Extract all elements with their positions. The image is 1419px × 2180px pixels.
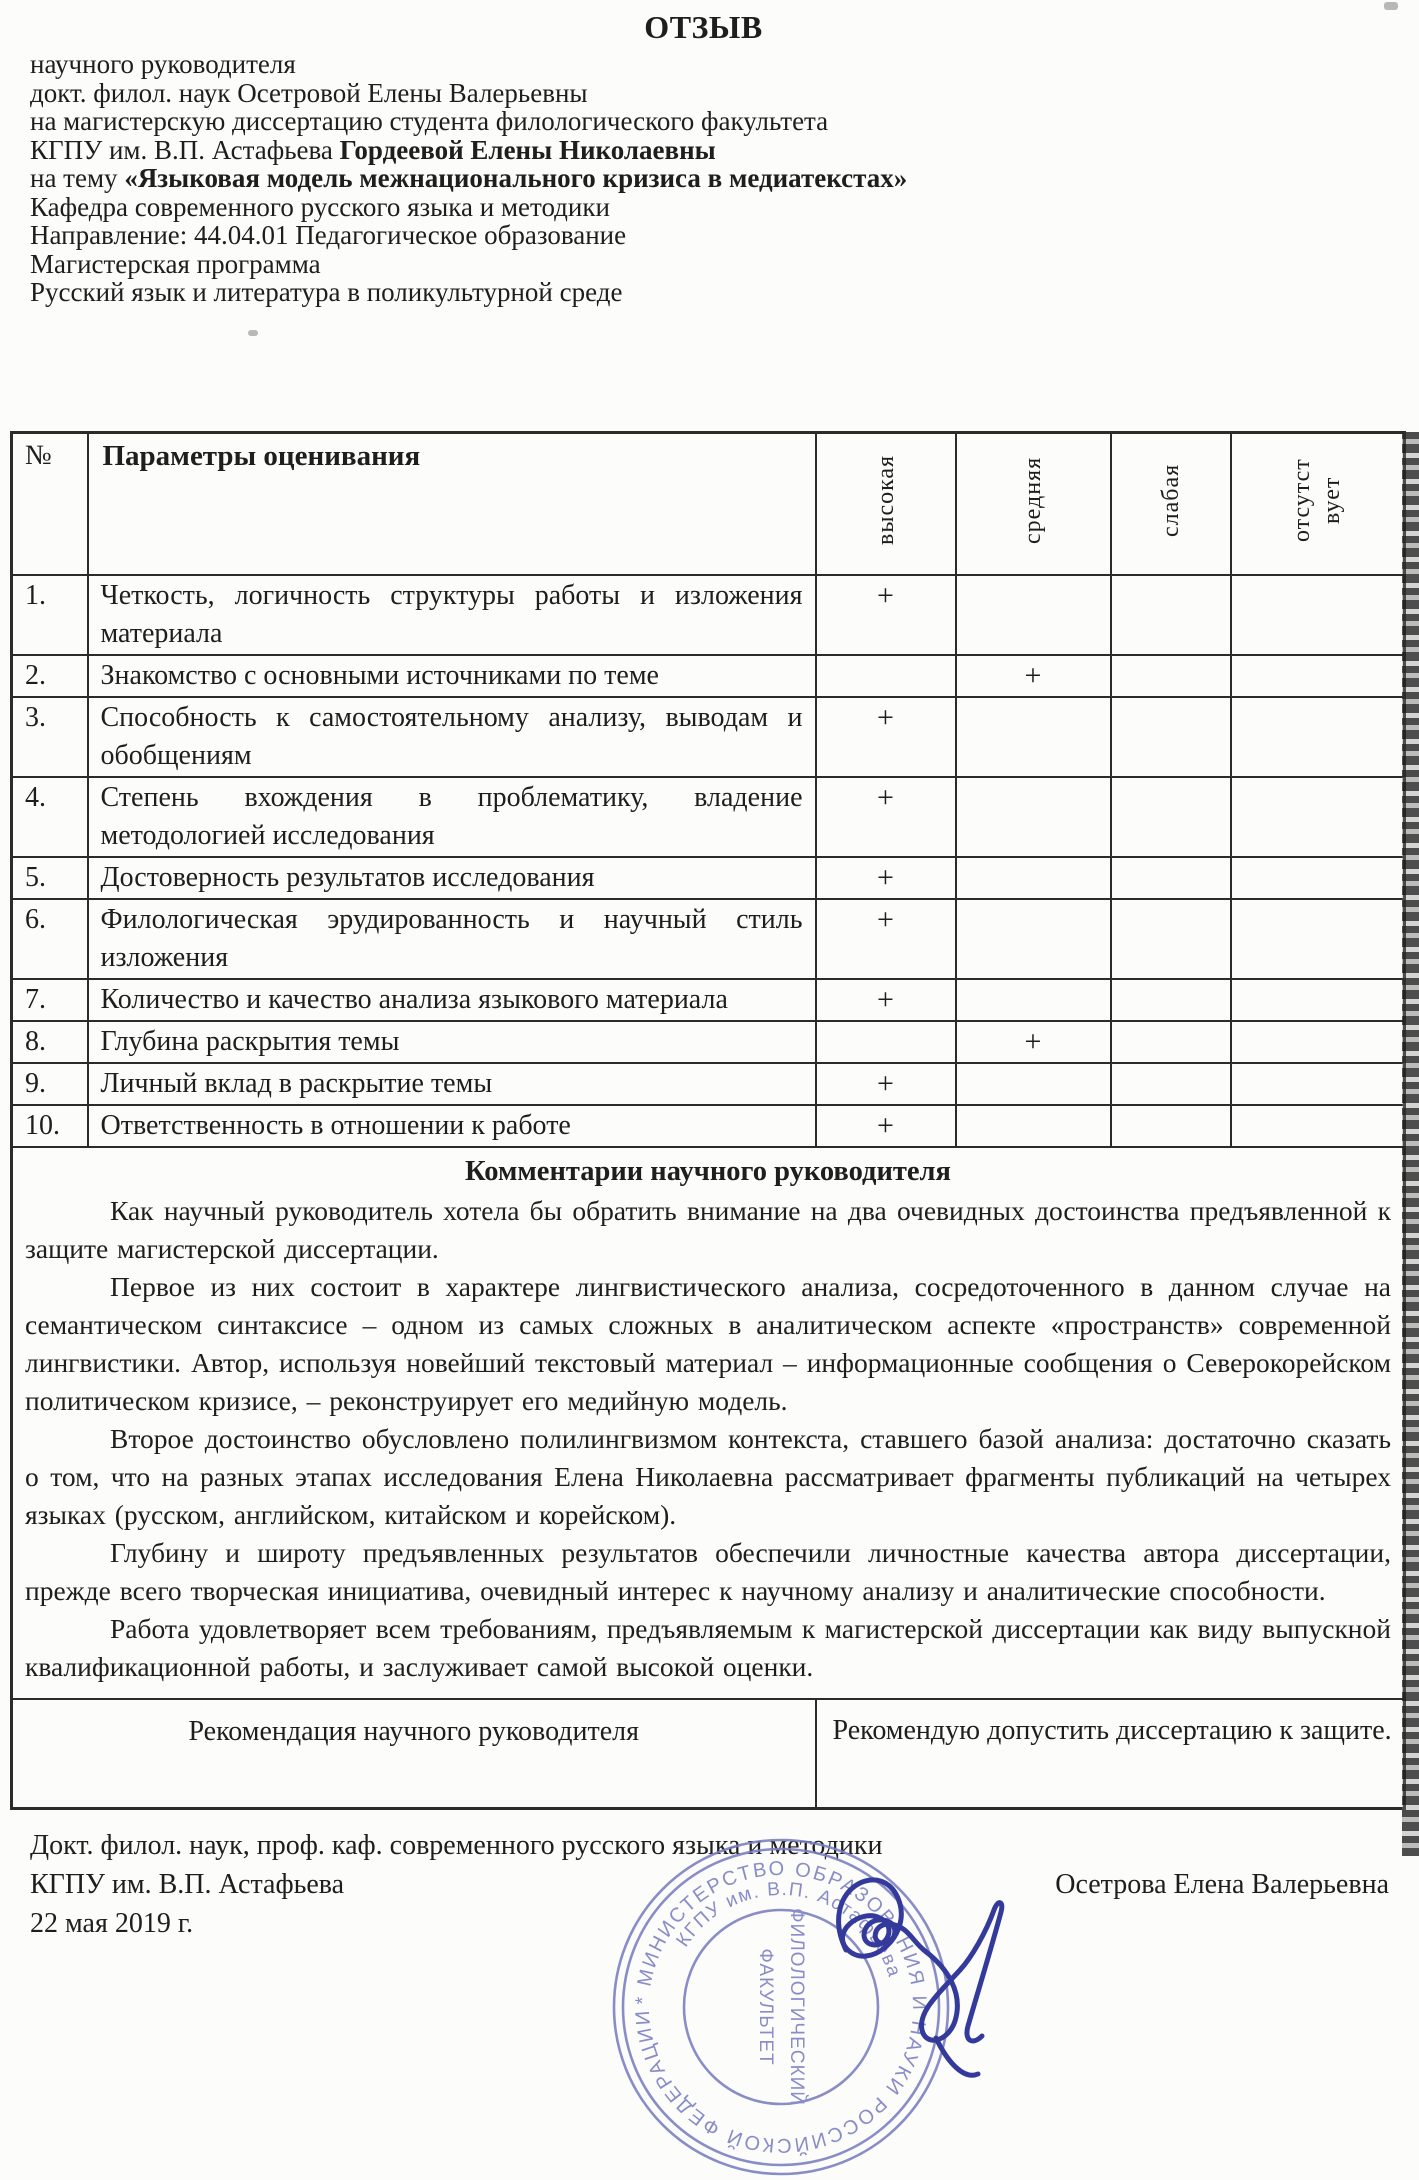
stamp-outer-ring-text: * МИНИСТЕРСТВО ОБРАЗОВАНИЯ И НАУКИ РОССИЙСКОЙ ФЕДЕРАЦИИ — [631, 1857, 931, 2157]
row-parameter: Ответственность в отношении к работе — [88, 1105, 816, 1147]
mark-srednyaya — [956, 857, 1111, 899]
mark-otsutstvuet — [1231, 857, 1405, 899]
mark-otsutstvuet — [1231, 697, 1405, 777]
table-row — [12, 655, 1405, 697]
row-parameter: Личный вклад в раскрытие темы — [88, 1063, 816, 1105]
mark-vysokaya: + — [816, 979, 956, 1021]
table-row — [12, 777, 1405, 857]
mark-otsutstvuet — [1231, 979, 1405, 1021]
rotated-label-slabaya: слабая — [1157, 462, 1184, 537]
topic-label: на тему — [30, 163, 125, 193]
mark-otsutstvuet — [1231, 655, 1405, 697]
recommendation-row — [12, 1699, 1405, 1809]
col-header-srednyaya — [956, 432, 1111, 575]
signer-name: Осетрова Елена Валерьевна — [1055, 1868, 1389, 1900]
mark-vysokaya: + — [816, 857, 956, 899]
col-header-otsutstvuet — [1231, 432, 1405, 575]
col-header-number: № — [12, 432, 88, 575]
rotated-label-otsutstvuet: отсутст вует — [1289, 457, 1346, 542]
comment-paragraph: Второе достоинство обусловлено полилингвизмом контекста, ставшего базой анализа: достаточно сказать о том, что на разных этапах исследования Елена Николаевна рассматривает фрагменты публикаций на четырех языках (русском, английском, китайском и корейском). — [25, 1422, 1391, 1530]
comment-paragraph: Работа удовлетворяет всем требованиям, предъявляемым к магистерской диссертации как виду выпускной квалификационной работы, и заслуживает самой высокой оценки. — [25, 1612, 1391, 1682]
row-number: 3. — [12, 697, 88, 777]
mark-slabaya — [1111, 697, 1231, 777]
mark-srednyaya — [956, 777, 1111, 857]
row-parameter: Количество и качество анализа языкового материала — [88, 979, 816, 1021]
comment-paragraph: Глубину и широту предъявленных результатов обеспечили личностные качества автора диссертации, прежде всего творческая инициатива, очевидный интерес к научному анализу и аналитические способности. — [25, 1536, 1391, 1606]
mark-srednyaya — [956, 979, 1111, 1021]
mark-otsutstvuet — [1231, 1021, 1405, 1063]
mark-srednyaya — [956, 697, 1111, 777]
mark-otsutstvuet — [1231, 575, 1405, 655]
table-row — [12, 1105, 1405, 1147]
row-number: 5. — [12, 857, 88, 899]
table-row — [12, 1021, 1405, 1063]
stamp-inner-ring-text: КГПУ им. В.П. Астафьева — [672, 1878, 905, 1981]
intro-line-direction: Направление: 44.04.01 Педагогическое образование — [30, 220, 627, 250]
recommendation-label: Рекомендация научного руководителя — [12, 1699, 816, 1809]
scan-smudge — [248, 330, 258, 336]
thesis-title: «Языковая модель межнационального кризиса в медиатекстах» — [124, 163, 908, 193]
signer-university: КГПУ им. В.П. Астафьева — [30, 1868, 345, 1900]
document-intro — [30, 50, 1377, 307]
intro-line-thesis-type: на магистерскую диссертацию студента филологического факультета — [30, 106, 829, 136]
mark-srednyaya — [956, 575, 1111, 655]
signature-date: 22 мая 2019 г. — [30, 1907, 194, 1939]
table-row — [12, 697, 1405, 777]
mark-slabaya — [1111, 655, 1231, 697]
mark-otsutstvuet — [1231, 1105, 1405, 1147]
table-row — [12, 899, 1405, 979]
mark-vysokaya: + — [816, 1105, 956, 1147]
mark-slabaya — [1111, 979, 1231, 1021]
mark-slabaya — [1111, 575, 1231, 655]
scan-edge-artifact — [1402, 432, 1419, 1856]
comments-section — [12, 1147, 1405, 1699]
row-number: 8. — [12, 1021, 88, 1063]
row-number: 6. — [12, 899, 88, 979]
mark-vysokaya: + — [816, 1063, 956, 1105]
mark-vysokaya: + — [816, 777, 956, 857]
comment-paragraph: Первое из них состоит в характере лингвистического анализа, сосредоточенного в данном случае на семантическом синтаксисе – одном из самых сложных в аналитическом аспекте «пространств» современной лингвистики. Автор, используя новейший текстовый материал – информационные сообщения о Северокорейском политическом кризисе, – реконструирует его медийную модель. — [25, 1270, 1391, 1416]
mark-slabaya — [1111, 777, 1231, 857]
evaluation-table — [10, 431, 1406, 1810]
stamp-faculty-word1: ФИЛОЛОГИЧЕСКИЙ — [786, 1908, 807, 2106]
intro-line-supervisor: научного руководителя — [30, 49, 296, 79]
table-row — [12, 1063, 1405, 1105]
mark-srednyaya — [956, 1063, 1111, 1105]
signer-position: Докт. филол. наук, проф. каф. современного русского языка и методики — [30, 1829, 883, 1861]
mark-slabaya — [1111, 899, 1231, 979]
mark-vysokaya — [816, 1021, 956, 1063]
col-header-parameters: Параметры оценивания — [88, 432, 816, 575]
mark-srednyaya — [956, 899, 1111, 979]
mark-slabaya — [1111, 857, 1231, 899]
intro-line-program-name: Русский язык и литература в поликультурной среде — [30, 277, 623, 307]
row-parameter: Филологическая эрудированность и научный стиль изложения — [88, 899, 816, 979]
recommendation-value: Рекомендую допустить диссертацию к защите. — [816, 1699, 1405, 1809]
row-number: 4. — [12, 777, 88, 857]
mark-srednyaya: + — [956, 1021, 1111, 1063]
row-parameter: Четкость, логичность структуры работы и изложения материала — [88, 575, 816, 655]
row-number: 7. — [12, 979, 88, 1021]
mark-otsutstvuet — [1231, 1063, 1405, 1105]
intro-line-department: Кафедра современного русского языка и методики — [30, 191, 610, 222]
document-header — [30, 8, 1377, 307]
stamp-faculty-word2: ФАКУЛЬТЕТ — [755, 1948, 776, 2066]
row-parameter: Знакомство с основными источниками по теме — [88, 655, 816, 697]
scan-smudge — [1384, 2, 1398, 10]
mark-vysokaya: + — [816, 899, 956, 979]
handwritten-signature — [768, 1846, 1078, 2116]
page-title: ОТЗЫВ — [644, 9, 763, 45]
comments-body — [25, 1192, 1391, 1686]
row-parameter: Способность к самостоятельному анализу, выводам и обобщениям — [88, 697, 816, 777]
row-parameter: Глубина раскрытия темы — [88, 1021, 816, 1063]
rotated-label-vysokaya: высокая — [872, 454, 899, 545]
comments-heading: Комментарии научного руководителя — [465, 1155, 951, 1187]
comments-row — [12, 1147, 1405, 1699]
intro-line-program: Магистерская программа — [30, 248, 321, 279]
mark-slabaya — [1111, 1021, 1231, 1063]
table-row — [12, 979, 1405, 1021]
mark-otsutstvuet — [1231, 899, 1405, 979]
col-header-vysokaya — [816, 432, 956, 575]
table-row — [12, 857, 1405, 899]
comment-paragraph: Как научный руководитель хотела бы обратить внимание на два очевидных достоинства предъявленной к защите магистерской диссертации. — [25, 1194, 1391, 1264]
mark-otsutstvuet — [1231, 777, 1405, 857]
student-name: Гордеевой Елены Николаевны — [339, 134, 716, 165]
mark-srednyaya — [956, 1105, 1111, 1147]
rotated-label-srednyaya: средняя — [1020, 455, 1046, 544]
university-label: КГПУ им. В.П. Астафьева — [30, 134, 340, 165]
intro-line-university — [30, 136, 1377, 165]
mark-vysokaya: + — [816, 575, 956, 655]
row-number: 10. — [12, 1105, 88, 1147]
table-row — [12, 575, 1405, 655]
row-parameter: Степень вхождения в проблематику, владение методологией исследования — [88, 777, 816, 857]
intro-line-supervisor-name: докт. филол. наук Осетровой Елены Валерьевны — [30, 77, 588, 108]
mark-vysokaya: + — [816, 697, 956, 777]
row-number: 2. — [12, 655, 88, 697]
col-header-slabaya — [1111, 432, 1231, 575]
mark-slabaya — [1111, 1105, 1231, 1147]
row-parameter: Достоверность результатов исследования — [88, 857, 816, 899]
row-number: 9. — [12, 1063, 88, 1105]
table-header-row — [12, 432, 1405, 575]
mark-slabaya — [1111, 1063, 1231, 1105]
row-number: 1. — [12, 575, 88, 655]
mark-vysokaya — [816, 655, 956, 697]
intro-line-topic — [30, 164, 1377, 193]
mark-srednyaya: + — [956, 655, 1111, 697]
